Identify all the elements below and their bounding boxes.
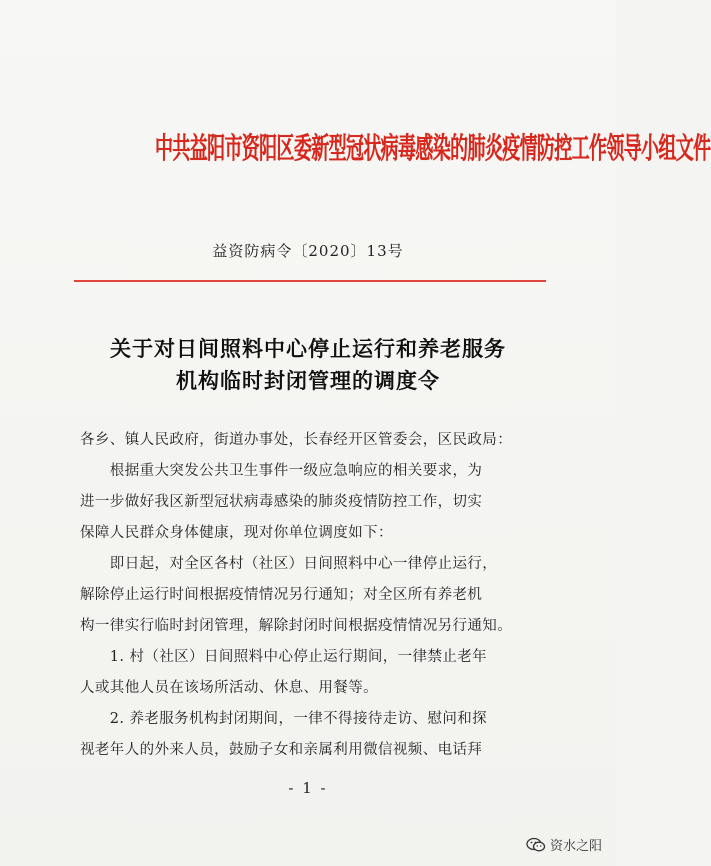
body-line: 进一步做好我区新型冠状病毒感染的肺炎疫情防控工作，切实 bbox=[80, 494, 483, 510]
document-number: 益资防病令〔2020〕13号 bbox=[212, 242, 404, 260]
body-line: 保障人民群众身体健康，现对你单位调度如下： bbox=[80, 525, 393, 541]
watermark bbox=[526, 835, 602, 854]
document-title-line-2: 机构临时封闭管理的调度令 bbox=[176, 368, 440, 393]
body-line: 人或其他人员在该场所活动、休息、用餐等。 bbox=[80, 680, 378, 696]
page-number: - 1 - bbox=[288, 779, 328, 797]
body-line: 1. 村（社区）日间照料中心停止运行期间，一律禁止老年 bbox=[80, 649, 488, 665]
body-line: 解除停止运行时间根据疫情情况另行通知；对全区所有养老机 bbox=[80, 587, 483, 603]
body-line: 各乡、镇人民政府，街道办事处，长春经开区管委会，区民政局： bbox=[80, 432, 513, 448]
issuer-header: 中共益阳市资阳区委新型冠状病毒感染的肺炎疫情防控工作领导小组文件 bbox=[155, 131, 711, 165]
document-title-line-1: 关于对日间照料中心停止运行和养老服务 bbox=[110, 336, 506, 361]
body-line: 构一律实行临时封闭管理，解除封闭时间根据疫情情况另行通知。 bbox=[80, 618, 513, 634]
watermark-text: 资水之阳 bbox=[549, 839, 602, 854]
body-line: 视老年人的外来人员，鼓励子女和亲属利用微信视频、电话拜 bbox=[80, 742, 483, 758]
wechat-icon bbox=[526, 837, 546, 853]
body-line: 2. 养老服务机构封闭期间，一律不得接待走访、慰问和探 bbox=[80, 711, 488, 727]
body-line: 即日起，对全区各村（社区）日间照料中心一律停止运行， bbox=[80, 556, 498, 572]
red-divider bbox=[74, 280, 546, 282]
body-line: 根据重大突发公共卫生事件一级应急响应的相关要求，为 bbox=[80, 463, 483, 479]
